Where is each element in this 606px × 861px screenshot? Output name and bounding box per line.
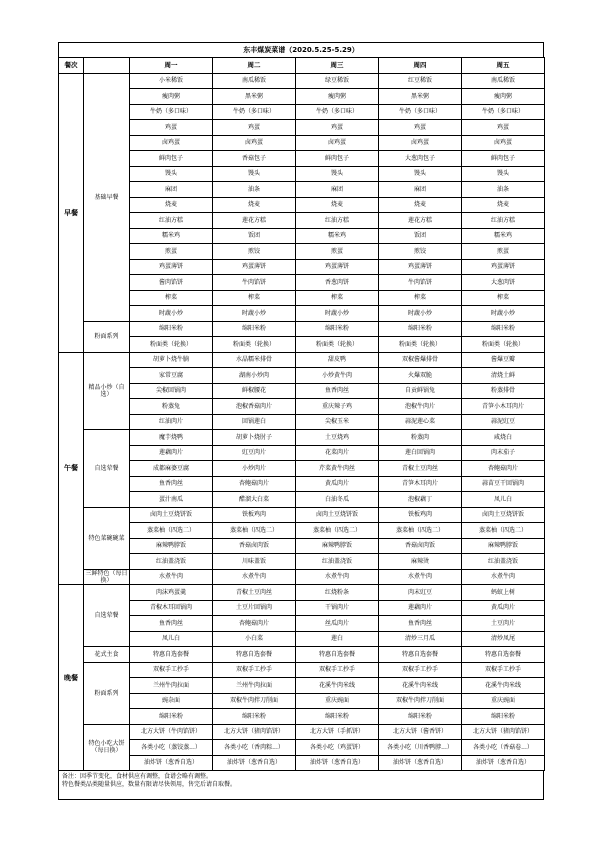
dish-cell: 鲜肉包子 <box>462 151 545 167</box>
dish-cell: 各类小吃（香菇卷...） <box>462 740 545 756</box>
dish-cell: 火爆双脆 <box>379 368 462 384</box>
dish-cell: 胡萝卜烧牛腩 <box>130 352 213 368</box>
table-row <box>59 662 545 678</box>
dish-cell: 回锅莲白 <box>213 414 296 430</box>
dish-cell: 水煮牛肉 <box>462 569 545 585</box>
dish-cell: 烧麦 <box>379 197 462 213</box>
table-row <box>59 523 545 539</box>
dish-cell: 蒜苗豆干回锅肉 <box>462 476 545 492</box>
dish-cell: 花菜肉片 <box>296 445 379 461</box>
dish-cell: 南瓜稀饭 <box>462 73 545 89</box>
dish-cell: 重庆辣子鸡 <box>296 399 379 415</box>
dish-cell: 红油盖浇饭 <box>296 554 379 570</box>
dish-cell: 牛奶（多口味） <box>379 104 462 120</box>
menu-title: 东丰煤炭菜谱（2020.5.25-5.29） <box>58 42 544 57</box>
day-header: 周二 <box>213 58 296 74</box>
dish-cell: 北方大饼（牛肉馅饼） <box>130 724 213 740</box>
dish-cell: 铁板鸡肉 <box>379 507 462 523</box>
table-row <box>59 430 545 446</box>
dish-cell: 尖椒玉米 <box>296 414 379 430</box>
dish-cell: 白油冬瓜 <box>296 492 379 508</box>
dish-cell: 瘦肉粥 <box>296 89 379 105</box>
table-row <box>59 383 545 399</box>
dish-cell: 牛肉馅饼 <box>379 275 462 291</box>
table-row <box>59 244 545 260</box>
table-row <box>59 414 545 430</box>
dish-cell: 绵阳米粉 <box>296 321 379 337</box>
dish-cell: 绿豆稀饭 <box>296 73 379 89</box>
dish-cell: 绵阳米粉 <box>130 709 213 725</box>
dish-cell: 醋溜大白菜 <box>213 492 296 508</box>
table-row <box>59 399 545 415</box>
category-label: 自选荤餐 <box>84 585 130 647</box>
dish-cell: 时蔬小炒 <box>462 306 545 322</box>
dish-cell: 红油方糕 <box>462 213 545 229</box>
dish-cell: 清炒凤尾 <box>462 631 545 647</box>
table-row <box>59 321 545 337</box>
dish-cell: 尖椒回锅肉 <box>130 383 213 399</box>
dish-cell: 小白菜 <box>213 631 296 647</box>
dish-cell: 香菇卤肉饭 <box>213 538 296 554</box>
dish-cell: 煎饺 <box>213 244 296 260</box>
dish-cell: 莲藕肉片 <box>130 445 213 461</box>
category-column-header <box>84 58 130 74</box>
dish-cell: 豌杂面 <box>130 693 213 709</box>
dish-cell: 特惠自选套餐 <box>462 647 545 663</box>
menu-sheet <box>58 42 544 800</box>
dish-cell: 肉末茄子 <box>462 445 545 461</box>
dish-cell: 家常豆腐 <box>130 368 213 384</box>
dish-cell: 绵阳米粉 <box>213 321 296 337</box>
dish-cell: 青椒土豆肉丝 <box>379 461 462 477</box>
dish-cell: 绵阳米粉 <box>379 709 462 725</box>
dish-cell: 粉面类（轮换） <box>296 337 379 353</box>
dish-cell: 自贡鲜锅兔 <box>379 383 462 399</box>
dish-cell: 时蔬小炒 <box>130 306 213 322</box>
table-row <box>59 476 545 492</box>
dish-cell: 榨菜 <box>379 290 462 306</box>
dish-cell: 泡椒牛肉片 <box>379 399 462 415</box>
dish-cell: 双椒手工抄手 <box>213 662 296 678</box>
dish-cell: 糯米鸡 <box>462 228 545 244</box>
dish-cell: 特惠自选套餐 <box>296 647 379 663</box>
dish-cell: 特惠自选套餐 <box>130 647 213 663</box>
dish-cell: 凤儿白 <box>130 631 213 647</box>
dish-cell: 青笋木耳肉片 <box>379 476 462 492</box>
meal-label: 晚餐 <box>59 585 84 771</box>
table-row <box>59 213 545 229</box>
dish-cell: 饭团 <box>213 228 296 244</box>
table-row <box>59 445 545 461</box>
dish-cell: 麻辣鸭脖饭 <box>130 538 213 554</box>
dish-cell: 馒头 <box>296 166 379 182</box>
dish-cell: 小炒黄牛肉 <box>296 368 379 384</box>
table-row <box>59 275 545 291</box>
dish-cell: 粉面类（轮换） <box>462 337 545 353</box>
table-row <box>59 337 545 353</box>
dish-cell: 莲花方糕 <box>213 213 296 229</box>
dish-cell: 大葱肉包子 <box>379 151 462 167</box>
dish-cell: 卤肉土豆烧饼饭 <box>462 507 545 523</box>
day-header: 周三 <box>296 58 379 74</box>
dish-cell: 鲜肉包子 <box>130 151 213 167</box>
dish-cell: 麻团 <box>296 182 379 198</box>
dish-cell: 特惠自选套餐 <box>213 647 296 663</box>
dish-cell: 鱼香肉丝 <box>130 616 213 632</box>
dish-cell: 双椒手工抄手 <box>130 662 213 678</box>
menu-table <box>58 57 545 771</box>
dish-cell: 馒头 <box>462 166 545 182</box>
dish-cell: 瘦肉粥 <box>462 89 545 105</box>
menu-body <box>59 73 545 771</box>
dish-cell: 鱼香肉丝 <box>296 383 379 399</box>
table-row <box>59 197 545 213</box>
table-row <box>59 507 545 523</box>
dish-cell: 土豆片回锅肉 <box>213 600 296 616</box>
dish-cell: 北方大饼（酱香饼） <box>379 724 462 740</box>
dish-cell: 粉面类（轮换） <box>379 337 462 353</box>
dish-cell: 烧麦 <box>213 197 296 213</box>
header-row <box>59 58 545 74</box>
dish-cell: 杏鲍菇肉片 <box>213 616 296 632</box>
dish-cell: 湖南小炒肉 <box>213 368 296 384</box>
dish-cell: 香菇包子 <box>213 151 296 167</box>
dish-cell: 绵阳米粉 <box>379 321 462 337</box>
dish-cell: 杏鲍菇肉片 <box>462 461 545 477</box>
dish-cell: 红豆稀饭 <box>379 73 462 89</box>
dish-cell: 卤鸡蛋 <box>130 135 213 151</box>
dish-cell: 兰州牛肉拉面 <box>130 678 213 694</box>
dish-cell: 卤鸡蛋 <box>379 135 462 151</box>
dish-cell: 馒头 <box>379 166 462 182</box>
dish-cell: 黄瓜肉片 <box>462 600 545 616</box>
dish-cell: 川味盖饭 <box>213 554 296 570</box>
dish-cell: 蒸菜柚（四选二） <box>462 523 545 539</box>
dish-cell: 鱼香肉丝 <box>379 616 462 632</box>
table-row <box>59 631 545 647</box>
dish-cell: 卤肉土豆烧饼饭 <box>296 507 379 523</box>
dish-cell: 双椒牛肉拌刀削面 <box>379 693 462 709</box>
meal-label: 午餐 <box>59 352 84 585</box>
dish-cell: 麻辣鸭脖饭 <box>462 538 545 554</box>
dish-cell: 榨菜 <box>130 290 213 306</box>
dish-cell: 红油方糕 <box>130 213 213 229</box>
table-row <box>59 73 545 89</box>
dish-cell: 绵阳米粉 <box>130 321 213 337</box>
table-row <box>59 724 545 740</box>
dish-cell: 烧麦 <box>296 197 379 213</box>
dish-cell: 时蔬小炒 <box>296 306 379 322</box>
dish-cell: 煎蛋 <box>296 244 379 260</box>
table-row <box>59 693 545 709</box>
dish-cell: 榨菜 <box>296 290 379 306</box>
dish-cell: 甜皮鸭 <box>296 352 379 368</box>
dish-cell: 卤鸡蛋 <box>213 135 296 151</box>
dish-cell: 干锅肉片 <box>296 600 379 616</box>
dish-cell: 水晶糯米排骨 <box>213 352 296 368</box>
dish-cell: 水煮牛肉 <box>379 569 462 585</box>
category-label: 粉面系列 <box>84 321 130 352</box>
dish-cell: 芹菜黄牛肉丝 <box>296 461 379 477</box>
dish-cell: 麻辣鸭脖饭 <box>296 538 379 554</box>
dish-cell: 牛奶（多口味） <box>130 104 213 120</box>
dish-cell: 鲜椒腰花 <box>213 383 296 399</box>
dish-cell: 时蔬小炒 <box>379 306 462 322</box>
dish-cell: 红烧粉条 <box>296 585 379 601</box>
dish-cell: 酱肉馅饼 <box>130 275 213 291</box>
dish-cell: 鸡蛋薄饼 <box>213 259 296 275</box>
dish-cell: 馒头 <box>130 166 213 182</box>
dish-cell: 卤鸡蛋 <box>462 135 545 151</box>
dish-cell: 绵阳米粉 <box>462 709 545 725</box>
dish-cell: 花溪牛肉米线 <box>296 678 379 694</box>
dish-cell: 各类小吃（鸡蛋饼） <box>296 740 379 756</box>
dish-cell: 糯米鸡 <box>130 228 213 244</box>
dish-cell: 鸡蛋 <box>462 120 545 136</box>
dish-cell: 各类小吃（香肉粽...） <box>213 740 296 756</box>
table-row <box>59 538 545 554</box>
dish-cell: 花溪牛肉米线 <box>462 678 545 694</box>
dish-cell: 蒸菜柚（四选二） <box>130 523 213 539</box>
dish-cell: 鸡蛋薄饼 <box>130 259 213 275</box>
dish-cell: 莲白 <box>296 631 379 647</box>
dish-cell: 特惠自选套餐 <box>379 647 462 663</box>
table-row <box>59 290 545 306</box>
dish-cell: 油条 <box>213 182 296 198</box>
table-row <box>59 306 545 322</box>
dish-cell: 清烧土鲜 <box>462 368 545 384</box>
meal-column-header: 餐次 <box>59 58 84 74</box>
dish-cell: 黑米粥 <box>213 89 296 105</box>
dish-cell: 花溪牛肉米线 <box>379 678 462 694</box>
dish-cell: 莲藕肉片 <box>379 600 462 616</box>
category-label: 三鲜特色（每日换） <box>85 569 128 584</box>
dish-cell: 香菇卤肉饭 <box>379 538 462 554</box>
table-row <box>59 151 545 167</box>
dish-cell: 北方大饼（手抓饼） <box>296 724 379 740</box>
dish-cell: 水煮牛肉 <box>130 569 213 585</box>
table-row <box>59 616 545 632</box>
dish-cell: 卤肉土豆烧饼饭 <box>130 507 213 523</box>
dish-cell: 麻辣烫 <box>379 554 462 570</box>
dish-cell: 蒸菜柚（四选二） <box>213 523 296 539</box>
dish-cell: 卤鸡蛋 <box>296 135 379 151</box>
dish-cell: 蚂蚁上树 <box>462 585 545 601</box>
dish-cell: 杏鲍菇肉片 <box>213 476 296 492</box>
dish-cell: 油炸饼（葱香自选） <box>296 755 379 771</box>
dish-cell: 鸡蛋薄饼 <box>379 259 462 275</box>
dish-cell: 烧麦 <box>462 197 545 213</box>
category-label: 基础早餐 <box>84 73 130 321</box>
dish-cell: 时蔬小炒 <box>213 306 296 322</box>
dish-cell: 铁板鸡肉 <box>213 507 296 523</box>
table-row <box>59 352 545 368</box>
dish-cell: 双椒手工抄手 <box>296 662 379 678</box>
table-row <box>59 554 545 570</box>
notes <box>58 771 544 800</box>
dish-cell: 莲花方糕 <box>379 213 462 229</box>
dish-cell: 清炒三月瓜 <box>379 631 462 647</box>
dish-cell: 牛肉馅饼 <box>213 275 296 291</box>
dish-cell: 蒸菜柚（四选二） <box>379 523 462 539</box>
dish-cell: 青椒土豆肉丝 <box>213 585 296 601</box>
dish-cell: 榨菜 <box>462 290 545 306</box>
dish-cell: 红油肉片 <box>130 414 213 430</box>
dish-cell: 青笋小木耳肉片 <box>462 399 545 415</box>
dish-cell: 魔芋烧鸭 <box>130 430 213 446</box>
dish-cell: 南瓜稀饭 <box>213 73 296 89</box>
dish-cell: 兰州牛肉拉面 <box>213 678 296 694</box>
dish-cell: 凤儿白 <box>462 492 545 508</box>
dish-cell: 鸡蛋 <box>213 120 296 136</box>
table-row <box>59 647 545 663</box>
dish-cell: 油条 <box>462 182 545 198</box>
dish-cell: 榨菜 <box>213 290 296 306</box>
day-header: 周五 <box>462 58 545 74</box>
dish-cell: 粉面类（轮换） <box>130 337 213 353</box>
table-row <box>59 569 545 585</box>
table-row <box>59 492 545 508</box>
category-label: 自选荤餐 <box>84 430 130 508</box>
dish-cell: 胡萝卜烧肘子 <box>213 430 296 446</box>
dish-cell: 双椒牛肉拌刀削面 <box>213 693 296 709</box>
table-row <box>59 368 545 384</box>
dish-cell: 咸烧白 <box>462 430 545 446</box>
dish-cell: 牛奶（多口味） <box>462 104 545 120</box>
dish-cell: 鸡蛋 <box>130 120 213 136</box>
dish-cell: 牛奶（多口味） <box>213 104 296 120</box>
day-header: 周一 <box>130 58 213 74</box>
category-label: 粉面系列 <box>84 662 130 724</box>
dish-cell: 粉蒸兔 <box>130 399 213 415</box>
dish-cell: 水煮牛肉 <box>213 569 296 585</box>
dish-cell: 麻团 <box>130 182 213 198</box>
dish-cell: 蒜泥豇豆 <box>462 414 545 430</box>
table-row <box>59 678 545 694</box>
dish-cell: 丝瓜肉片 <box>296 616 379 632</box>
dish-cell: 糯米鸡 <box>296 228 379 244</box>
dish-cell: 粉蒸排骨 <box>462 383 545 399</box>
dish-cell: 牛奶（多口味） <box>296 104 379 120</box>
dish-cell: 莲白回锅肉 <box>379 445 462 461</box>
dish-cell: 土豆烧鸡 <box>296 430 379 446</box>
dish-cell: 肉沫鸡蛋羹 <box>130 585 213 601</box>
dish-cell: 黄瓜肉片 <box>296 476 379 492</box>
table-row <box>59 104 545 120</box>
dish-cell: 红油方糕 <box>296 213 379 229</box>
note-line: 备注：因季节变化，食材供应有调整，食谱会略有调整。 <box>62 773 213 780</box>
dish-cell: 煎蛋 <box>130 244 213 260</box>
dish-cell: 蒜泥莲心菜 <box>379 414 462 430</box>
dish-cell: 鸡蛋 <box>379 120 462 136</box>
dish-cell: 水煮牛肉 <box>296 569 379 585</box>
dish-cell: 北方大饼（猪肉馅饼） <box>213 724 296 740</box>
dish-cell: 各类小吃（川香鸭脖...） <box>379 740 462 756</box>
dish-cell: 饭团 <box>379 228 462 244</box>
dish-cell: 瘦肉粥 <box>130 89 213 105</box>
dish-cell: 红油盖浇饭 <box>130 554 213 570</box>
table-row <box>59 709 545 725</box>
dish-cell: 泡椒藕丁 <box>379 492 462 508</box>
dish-cell: 双椒酱爆排骨 <box>379 352 462 368</box>
table-row <box>59 740 545 756</box>
table-row <box>59 166 545 182</box>
dish-cell: 蛋汁南瓜 <box>130 492 213 508</box>
table-row <box>59 755 545 771</box>
table-row <box>59 135 545 151</box>
dish-cell: 油炸饼（葱香自选） <box>213 755 296 771</box>
category-label: 精品小炒（自选） <box>84 352 130 430</box>
meal-label: 早餐 <box>59 73 84 352</box>
dish-cell: 鸡蛋薄饼 <box>462 259 545 275</box>
dish-cell: 鱼香肉丝 <box>130 476 213 492</box>
dish-cell: 粉面类（轮换） <box>213 337 296 353</box>
dish-cell: 香葱肉饼 <box>296 275 379 291</box>
dish-cell: 油炸饼（葱香自选） <box>379 755 462 771</box>
note-line: 特色餐类品类随量供应，数量有限请尽快领用，售完后请自取餐。 <box>62 781 237 788</box>
dish-cell: 绵阳米粉 <box>213 709 296 725</box>
category-label: 特色菜碗碗菜 <box>84 507 130 569</box>
dish-cell: 油炸饼（葱香自选） <box>462 755 545 771</box>
dish-cell: 鸡蛋薄饼 <box>296 259 379 275</box>
dish-cell: 北方大饼（猪肉馅饼） <box>462 724 545 740</box>
table-row <box>59 461 545 477</box>
dish-cell: 成都麻婆豆腐 <box>130 461 213 477</box>
table-row <box>59 182 545 198</box>
dish-cell: 小炒肉片 <box>213 461 296 477</box>
dish-cell: 小米稀饭 <box>130 73 213 89</box>
dish-cell: 酱爆豆瓣 <box>462 352 545 368</box>
dish-cell: 各类小吃（蒸饺蒸...） <box>130 740 213 756</box>
dish-cell: 土豆肉片 <box>462 616 545 632</box>
dish-cell: 麻团 <box>379 182 462 198</box>
dish-cell: 重庆豌面 <box>462 693 545 709</box>
table-row <box>59 89 545 105</box>
table-row <box>59 600 545 616</box>
dish-cell: 油炸饼（葱香自选） <box>130 755 213 771</box>
table-row <box>59 259 545 275</box>
dish-cell: 绵阳米粉 <box>462 321 545 337</box>
dish-cell: 大葱肉饼 <box>462 275 545 291</box>
dish-cell: 泡椒香菇肉片 <box>213 399 296 415</box>
category-label: 花式主食 <box>84 647 130 663</box>
dish-cell: 煎蛋 <box>462 244 545 260</box>
dish-cell: 肉末豇豆 <box>379 585 462 601</box>
dish-cell: 鲜肉包子 <box>296 151 379 167</box>
table-row <box>59 228 545 244</box>
dish-cell: 双椒手工抄手 <box>462 662 545 678</box>
dish-cell: 青椒木耳回锅肉 <box>130 600 213 616</box>
dish-cell: 烧麦 <box>130 197 213 213</box>
dish-cell: 红油盖浇饭 <box>462 554 545 570</box>
dish-cell: 煎饺 <box>379 244 462 260</box>
dish-cell: 重庆豌面 <box>296 693 379 709</box>
dish-cell: 豇豆肉片 <box>213 445 296 461</box>
day-header: 周四 <box>379 58 462 74</box>
table-row <box>59 585 545 601</box>
dish-cell: 粉蒸肉 <box>379 430 462 446</box>
dish-cell: 鸡蛋 <box>296 120 379 136</box>
table-row <box>59 120 545 136</box>
dish-cell: 馒头 <box>213 166 296 182</box>
dish-cell: 双椒手工抄手 <box>379 662 462 678</box>
dish-cell: 绵阳米粉 <box>296 709 379 725</box>
category-label: 特色小吃大饼（每日换） <box>84 724 130 771</box>
dish-cell: 黑米粥 <box>379 89 462 105</box>
dish-cell: 蒸菜柚（四选二） <box>296 523 379 539</box>
